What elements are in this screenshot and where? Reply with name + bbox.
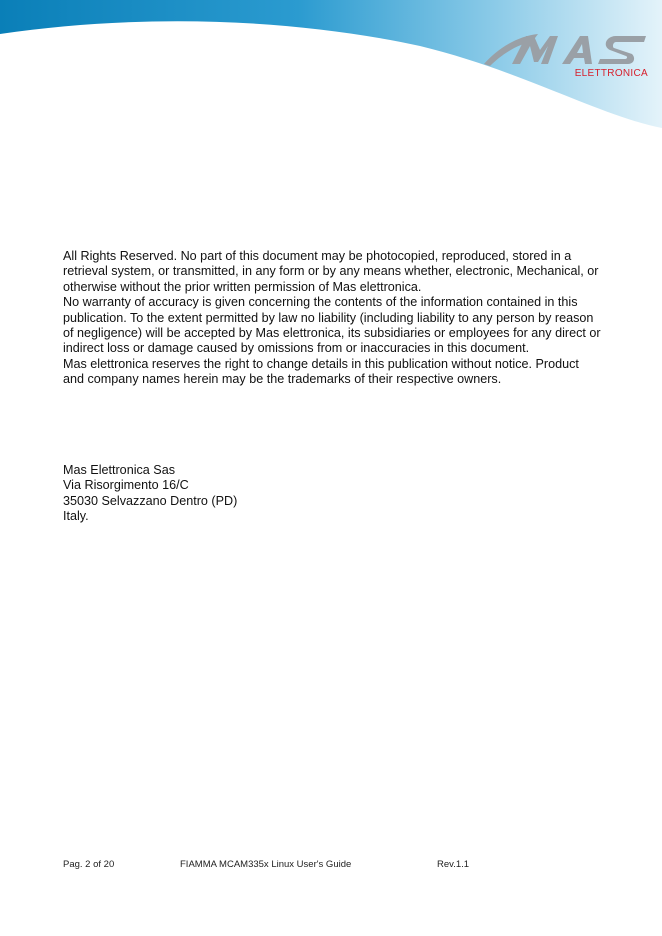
- address-country: Italy.: [63, 509, 89, 524]
- company-logo: [478, 28, 650, 84]
- company-address: [63, 463, 237, 525]
- address-company: Mas Elettronica Sas: [63, 463, 175, 477]
- rights-paragraph: All Rights Reserved. No part of this document may be photocopied, reproduced, stored in a retrieval system, or transmitted, in any form or by any means whether, electronic, Mechanical, or otherwise without the prior written permission of Mas elettronica.: [63, 249, 599, 294]
- footer-page-number: Pag. 2 of 20: [63, 859, 115, 870]
- address-city: 35030 Selvazzano Dentro (PD): [63, 493, 238, 508]
- address-street: Via Risorgimento 16/C: [63, 478, 189, 493]
- warranty-paragraph: No warranty of accuracy is given concerning the contents of the information contained in this publication. To the extent permitted by law no liability (including liability to any person by reason of negligence) will be accepted by Mas elettronica, its subsidiaries or employees for any direct or indirect loss or damage caused by omissions from or inaccuracies in this document.: [63, 295, 601, 356]
- legal-notice: [63, 249, 603, 388]
- logo-subtitle: ELETTRONICA: [574, 68, 648, 79]
- footer-document-title: FIAMMA MCAM335x Linux User's Guide: [180, 859, 352, 870]
- footer-revision: Rev.1.1: [437, 859, 470, 870]
- changes-paragraph: Mas elettronica reserves the right to change details in this publication without notice. Product and company names herein may be the trademarks of their respective owners.: [63, 356, 579, 387]
